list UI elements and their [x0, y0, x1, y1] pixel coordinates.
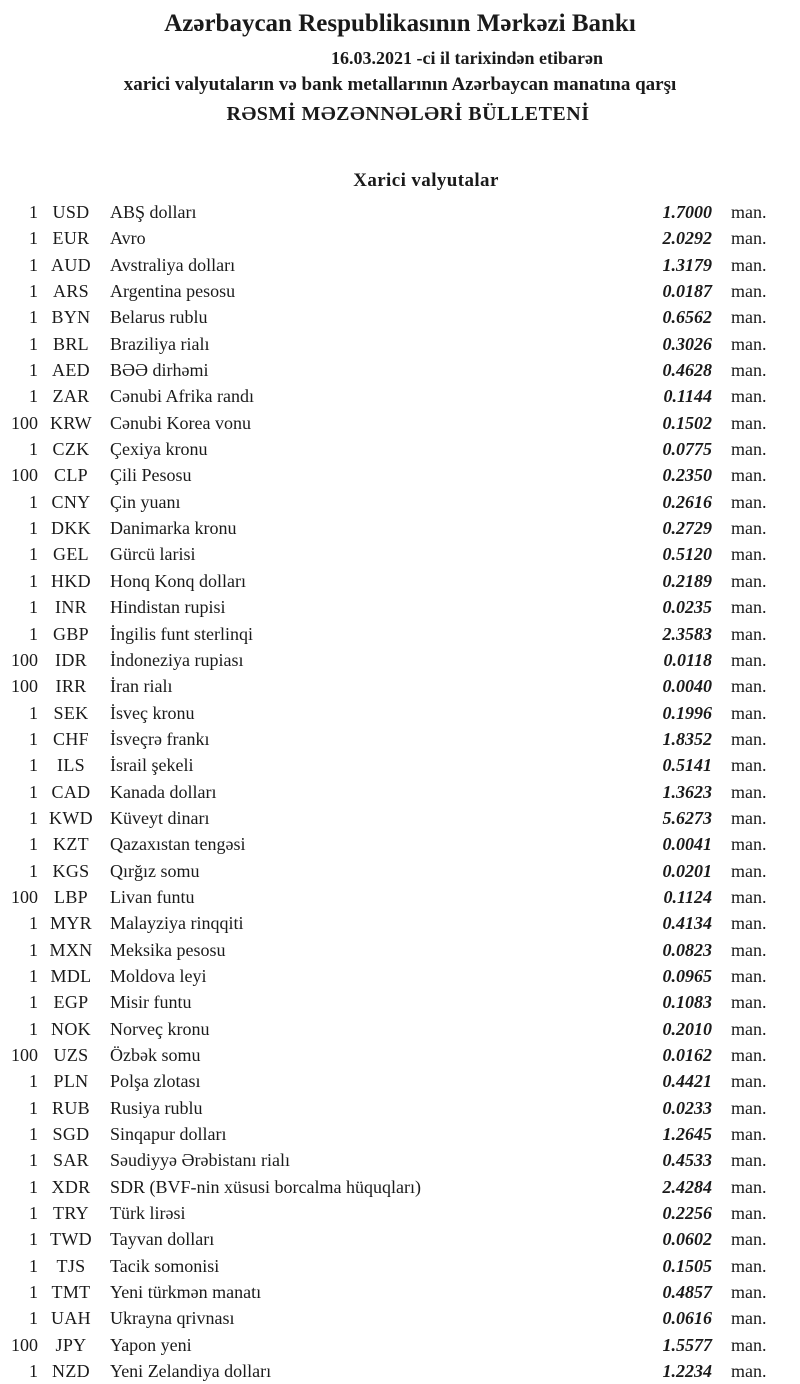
- rate-value-cell: 0.4628: [662, 360, 712, 381]
- currency-code-cell: KWD: [49, 807, 93, 828]
- unit-cell: man.: [731, 1176, 767, 1197]
- unit-cell: man.: [731, 1203, 767, 1224]
- currency-name-cell: Livan funtu: [110, 886, 195, 907]
- quantity-cell: 1: [29, 1255, 38, 1276]
- unit-cell: man.: [731, 597, 767, 618]
- currency-name-cell: BƏƏ dirhəmi: [110, 360, 209, 381]
- currency-code-cell: JPY: [55, 1334, 87, 1355]
- quantity-cell: 1: [29, 333, 38, 354]
- rate-row: [0, 1305, 800, 1331]
- rate-value-cell: 1.3623: [662, 781, 712, 802]
- rate-row: [0, 410, 800, 436]
- subject-line: xarici valyutaların və bank metallarının Azərbaycan manatına qarşı: [123, 74, 677, 95]
- rate-value-cell: 0.2189: [662, 570, 712, 591]
- rate-row: [0, 568, 800, 594]
- currency-code-cell: NOK: [51, 1018, 91, 1039]
- unit-cell: man.: [731, 412, 767, 433]
- quantity-cell: 100: [11, 676, 38, 697]
- currency-name-cell: SDR (BVF-nin xüsusi borcalma hüquqları): [110, 1176, 421, 1197]
- rate-value-cell: 0.4857: [662, 1282, 712, 1303]
- currency-name-cell: İngilis funt sterlinqi: [110, 623, 253, 644]
- rate-row: [0, 199, 800, 225]
- currency-code-cell: GBP: [53, 623, 89, 644]
- quantity-cell: 100: [11, 1045, 38, 1065]
- currency-name-cell: Yeni türkmən manatı: [110, 1282, 262, 1303]
- currency-code-cell: AUD: [51, 254, 91, 275]
- unit-cell: man.: [731, 254, 767, 275]
- unit-cell: man.: [731, 1150, 767, 1171]
- rate-row: [0, 462, 800, 488]
- currency-code-cell: SAR: [53, 1150, 89, 1171]
- unit-cell: man.: [731, 1308, 767, 1329]
- currency-code-cell: IDR: [55, 649, 87, 670]
- rate-row: [0, 884, 800, 910]
- currency-name-cell: Rusiya rublu: [110, 1097, 203, 1118]
- currency-code-cell: XDR: [51, 1176, 91, 1197]
- rate-value-cell: 0.1502: [662, 412, 712, 433]
- currency-code-cell: MXN: [49, 939, 93, 960]
- unit-cell: man.: [731, 281, 767, 302]
- currency-code-cell: BYN: [51, 307, 91, 328]
- rate-value-cell: 0.0616: [662, 1308, 712, 1329]
- rate-row: [0, 436, 800, 462]
- rate-value-cell: 0.0602: [662, 1229, 712, 1250]
- quantity-cell: 1: [29, 386, 38, 407]
- currency-code-cell: GEL: [53, 544, 89, 565]
- currency-code-cell: CAD: [51, 781, 91, 802]
- unit-cell: man.: [731, 834, 767, 855]
- unit-cell: man.: [731, 1361, 767, 1382]
- rate-row: [0, 1095, 800, 1121]
- unit-cell: man.: [731, 913, 767, 934]
- currency-code-cell: ARS: [53, 281, 89, 302]
- quantity-cell: 100: [11, 886, 38, 907]
- rate-value-cell: 0.4134: [662, 913, 712, 934]
- rate-value-cell: 0.2010: [662, 1018, 712, 1039]
- quantity-cell: 1: [29, 281, 38, 302]
- unit-cell: man.: [731, 386, 767, 407]
- rate-value-cell: 0.1083: [662, 992, 712, 1013]
- currency-code-cell: ZAR: [52, 386, 90, 407]
- currency-name-cell: Yapon yeni: [110, 1334, 192, 1355]
- currency-code-cell: IRR: [55, 676, 87, 697]
- rate-row: [0, 937, 800, 963]
- rate-row: [0, 647, 800, 673]
- quantity-cell: 1: [29, 491, 38, 512]
- quantity-cell: 1: [29, 1097, 38, 1118]
- unit-cell: man.: [731, 202, 767, 222]
- rate-row: [0, 489, 800, 515]
- currency-name-cell: Tacik somonisi: [110, 1255, 220, 1276]
- rate-value-cell: 0.1124: [663, 886, 712, 907]
- currency-code-cell: UAH: [51, 1308, 91, 1329]
- currency-name-cell: İsveç kronu: [110, 702, 195, 723]
- currency-name-cell: Braziliya rialı: [110, 333, 210, 354]
- unit-cell: man.: [731, 886, 767, 907]
- rate-row: [0, 515, 800, 541]
- rate-value-cell: 0.0965: [662, 965, 712, 986]
- rate-row: [0, 1016, 800, 1042]
- rate-value-cell: 1.2645: [662, 1124, 712, 1145]
- rate-row: [0, 779, 800, 805]
- currency-name-cell: Misir funtu: [110, 992, 192, 1013]
- quantity-cell: 1: [29, 807, 38, 828]
- currency-name-cell: Tayvan dolları: [110, 1229, 215, 1250]
- rate-value-cell: 1.3179: [662, 254, 712, 275]
- quantity-cell: 100: [11, 1334, 38, 1355]
- rate-value-cell: 0.3026: [662, 333, 712, 354]
- currency-name-cell: Polşa zlotası: [110, 1071, 201, 1092]
- currency-name-cell: Hindistan rupisi: [110, 597, 226, 618]
- rate-value-cell: 0.0233: [662, 1097, 712, 1118]
- currency-name-cell: Səudiyyə Ərəbistanı rialı: [110, 1150, 290, 1171]
- currency-code-cell: MYR: [50, 913, 92, 934]
- unit-cell: man.: [731, 807, 767, 828]
- rate-value-cell: 0.0041: [662, 834, 712, 855]
- rate-value-cell: 0.0823: [662, 939, 712, 960]
- unit-cell: man.: [731, 728, 767, 749]
- currency-name-cell: Çexiya kronu: [110, 439, 208, 460]
- quantity-cell: 1: [29, 913, 38, 934]
- unit-cell: man.: [731, 570, 767, 591]
- unit-cell: man.: [731, 1018, 767, 1039]
- unit-cell: man.: [731, 333, 767, 354]
- quantity-cell: 1: [29, 965, 38, 986]
- rate-row: [0, 752, 800, 778]
- unit-cell: man.: [731, 755, 767, 776]
- rate-value-cell: 1.8352: [662, 728, 712, 749]
- rate-row: [0, 910, 800, 936]
- rates-table: [0, 199, 800, 1384]
- quantity-cell: 1: [29, 360, 38, 381]
- rate-value-cell: 0.5141: [662, 755, 712, 776]
- rate-value-cell: 1.5577: [662, 1334, 712, 1355]
- currency-code-cell: EGP: [53, 992, 89, 1013]
- unit-cell: man.: [731, 676, 767, 697]
- quantity-cell: 1: [29, 1229, 38, 1250]
- rate-row: [0, 278, 800, 304]
- currency-code-cell: CZK: [52, 439, 90, 460]
- rate-value-cell: 0.1996: [662, 702, 712, 723]
- unit-cell: man.: [731, 544, 767, 565]
- effective-date-line: 16.03.2021 -ci il tarixindən etibarən: [331, 48, 603, 68]
- rate-value-cell: 0.0162: [662, 1045, 712, 1065]
- unit-cell: man.: [731, 702, 767, 723]
- rate-value-cell: 0.1505: [662, 1255, 712, 1276]
- currency-name-cell: Meksika pesosu: [110, 939, 226, 960]
- currency-code-cell: SEK: [53, 702, 89, 723]
- rate-value-cell: 0.6562: [662, 307, 712, 328]
- currency-name-cell: Küveyt dinarı: [110, 807, 210, 828]
- quantity-cell: 1: [29, 1282, 38, 1303]
- unit-cell: man.: [731, 1282, 767, 1303]
- quantity-cell: 1: [29, 202, 38, 222]
- quantity-cell: 100: [11, 412, 38, 433]
- unit-cell: man.: [731, 1124, 767, 1145]
- rate-row: [0, 726, 800, 752]
- rate-value-cell: 0.2729: [662, 518, 712, 539]
- quantity-cell: 1: [29, 597, 38, 618]
- currency-code-cell: KGS: [52, 860, 90, 881]
- rate-row: [0, 1042, 800, 1068]
- currency-name-cell: Gürcü larisi: [110, 544, 196, 565]
- currency-name-cell: Ukrayna qrivnası: [110, 1308, 235, 1329]
- rate-row: [0, 1253, 800, 1279]
- currency-name-cell: Yeni Zelandiya dolları: [110, 1361, 272, 1382]
- currency-code-cell: KRW: [50, 412, 92, 433]
- currency-code-cell: TRY: [53, 1203, 89, 1224]
- rate-value-cell: 0.0040: [662, 676, 712, 697]
- rate-row: [0, 963, 800, 989]
- quantity-cell: 1: [29, 623, 38, 644]
- currency-name-cell: İndoneziya rupiası: [110, 649, 244, 670]
- currency-name-cell: İran rialı: [110, 676, 173, 697]
- currency-name-cell: Özbək somu: [110, 1045, 201, 1065]
- unit-cell: man.: [731, 965, 767, 986]
- currency-name-cell: Türk lirəsi: [110, 1203, 186, 1224]
- rate-value-cell: 0.2616: [662, 491, 712, 512]
- rate-row: [0, 1147, 800, 1173]
- currency-code-cell: INR: [55, 597, 87, 618]
- quantity-cell: 1: [29, 860, 38, 881]
- rate-value-cell: 0.5120: [662, 544, 712, 565]
- rate-row: [0, 357, 800, 383]
- rate-value-cell: 0.0201: [662, 860, 712, 881]
- currency-name-cell: Çin yuanı: [110, 491, 181, 512]
- currency-code-cell: CLP: [54, 465, 88, 486]
- unit-cell: man.: [731, 518, 767, 539]
- rate-row: [0, 831, 800, 857]
- currency-code-cell: USD: [52, 202, 90, 222]
- rate-value-cell: 2.4284: [662, 1176, 712, 1197]
- currency-name-cell: Danimarka kronu: [110, 518, 237, 539]
- rate-row: [0, 225, 800, 251]
- currency-code-cell: TMT: [51, 1282, 91, 1303]
- quantity-cell: 1: [29, 518, 38, 539]
- currency-code-cell: DKK: [51, 518, 91, 539]
- rate-row: [0, 304, 800, 330]
- quantity-cell: 1: [29, 1150, 38, 1171]
- currency-code-cell: RUB: [52, 1097, 90, 1118]
- rate-value-cell: 0.2350: [662, 465, 712, 486]
- quantity-cell: 1: [29, 1124, 38, 1145]
- quantity-cell: 1: [29, 307, 38, 328]
- rate-row: [0, 1226, 800, 1252]
- currency-code-cell: MDL: [50, 965, 92, 986]
- unit-cell: man.: [731, 992, 767, 1013]
- unit-cell: man.: [731, 1097, 767, 1118]
- unit-cell: man.: [731, 623, 767, 644]
- rate-row: [0, 1358, 800, 1384]
- rate-row: [0, 383, 800, 409]
- rate-value-cell: 0.0775: [662, 439, 712, 460]
- currency-name-cell: Moldova leyi: [110, 965, 207, 986]
- quantity-cell: 1: [29, 1018, 38, 1039]
- quantity-cell: 1: [29, 228, 38, 249]
- rate-value-cell: 0.0235: [662, 597, 712, 618]
- unit-cell: man.: [731, 860, 767, 881]
- rate-row: [0, 594, 800, 620]
- unit-cell: man.: [731, 781, 767, 802]
- quantity-cell: 100: [11, 649, 38, 670]
- bulletin-title: RƏSMİ MƏZƏNNƏLƏRİ BÜLLETENİ: [226, 103, 590, 125]
- rate-value-cell: 0.0118: [663, 649, 712, 670]
- unit-cell: man.: [731, 228, 767, 249]
- unit-cell: man.: [731, 1045, 767, 1065]
- currency-code-cell: CHF: [53, 728, 89, 749]
- currency-name-cell: İsrail şekeli: [110, 755, 194, 776]
- section-title: Xarici valyutalar: [353, 170, 499, 191]
- bank-title: Azərbaycan Respublikasının Mərkəzi Bankı: [164, 10, 636, 37]
- quantity-cell: 1: [29, 939, 38, 960]
- currency-name-cell: Sinqapur dolları: [110, 1124, 227, 1145]
- quantity-cell: 1: [29, 702, 38, 723]
- rate-value-cell: 0.4533: [662, 1150, 712, 1171]
- currency-code-cell: KZT: [53, 834, 89, 855]
- currency-name-cell: Avstraliya dolları: [110, 254, 236, 275]
- unit-cell: man.: [731, 1334, 767, 1355]
- rate-row: [0, 1174, 800, 1200]
- quantity-cell: 1: [29, 1176, 38, 1197]
- currency-code-cell: UZS: [53, 1045, 89, 1065]
- currency-code-cell: PLN: [53, 1071, 89, 1092]
- currency-code-cell: BRL: [53, 333, 89, 354]
- rate-value-cell: 1.7000: [662, 202, 712, 222]
- currency-code-cell: EUR: [52, 228, 90, 249]
- rate-row: [0, 1121, 800, 1147]
- quantity-cell: 1: [29, 1308, 38, 1329]
- quantity-cell: 1: [29, 728, 38, 749]
- quantity-cell: 100: [11, 465, 38, 486]
- quantity-cell: 1: [29, 570, 38, 591]
- unit-cell: man.: [731, 465, 767, 486]
- currency-name-cell: Norveç kronu: [110, 1018, 210, 1039]
- rate-row: [0, 858, 800, 884]
- currency-name-cell: Belarus rublu: [110, 307, 208, 328]
- rate-value-cell: 2.3583: [662, 623, 712, 644]
- currency-name-cell: Qırğız somu: [110, 860, 200, 881]
- currency-name-cell: Cənubi Afrika randı: [110, 386, 254, 407]
- currency-code-cell: HKD: [51, 570, 91, 591]
- unit-cell: man.: [731, 360, 767, 381]
- rate-row: [0, 1332, 800, 1358]
- currency-code-cell: LBP: [54, 886, 88, 907]
- unit-cell: man.: [731, 1255, 767, 1276]
- unit-cell: man.: [731, 1229, 767, 1250]
- rate-row: [0, 331, 800, 357]
- rate-row: [0, 1068, 800, 1094]
- currency-code-cell: TJS: [56, 1255, 86, 1276]
- unit-cell: man.: [731, 439, 767, 460]
- currency-name-cell: Kanada dolları: [110, 781, 217, 802]
- currency-name-cell: Çili Pesosu: [110, 465, 192, 486]
- rate-row: [0, 621, 800, 647]
- quantity-cell: 1: [29, 439, 38, 460]
- currency-code-cell: AED: [52, 360, 90, 381]
- currency-name-cell: Cənubi Korea vonu: [110, 412, 251, 433]
- rate-row: [0, 805, 800, 831]
- rate-value-cell: 2.0292: [662, 228, 712, 249]
- currency-name-cell: İsveçrə frankı: [110, 728, 210, 749]
- quantity-cell: 1: [29, 254, 38, 275]
- rate-value-cell: 5.6273: [662, 807, 712, 828]
- quantity-cell: 1: [29, 1071, 38, 1092]
- currency-name-cell: Avro: [110, 228, 146, 249]
- quantity-cell: 1: [29, 781, 38, 802]
- currency-code-cell: TWD: [50, 1229, 92, 1250]
- quantity-cell: 1: [29, 1361, 38, 1382]
- currency-name-cell: Malayziya rinqqiti: [110, 913, 244, 934]
- unit-cell: man.: [731, 939, 767, 960]
- rate-value-cell: 0.1144: [663, 386, 712, 407]
- quantity-cell: 1: [29, 544, 38, 565]
- currency-name-cell: Honq Konq dolları: [110, 570, 246, 591]
- rate-row: [0, 989, 800, 1015]
- rate-row: [0, 1279, 800, 1305]
- rate-value-cell: 0.2256: [662, 1203, 712, 1224]
- quantity-cell: 1: [29, 992, 38, 1013]
- unit-cell: man.: [731, 491, 767, 512]
- unit-cell: man.: [731, 1071, 767, 1092]
- quantity-cell: 1: [29, 755, 38, 776]
- rate-row: [0, 1200, 800, 1226]
- quantity-cell: 1: [29, 1203, 38, 1224]
- currency-name-cell: Qazaxıstan tengəsi: [110, 834, 246, 855]
- currency-code-cell: CNY: [51, 491, 91, 512]
- currency-name-cell: Argentina pesosu: [110, 281, 236, 302]
- rate-row: [0, 700, 800, 726]
- quantity-cell: 1: [29, 834, 38, 855]
- rate-row: [0, 252, 800, 278]
- currency-name-cell: ABŞ dolları: [110, 202, 197, 222]
- currency-code-cell: SGD: [52, 1124, 90, 1145]
- rate-value-cell: 1.2234: [662, 1361, 712, 1382]
- currency-code-cell: NZD: [52, 1361, 90, 1382]
- rate-row: [0, 541, 800, 567]
- currency-code-cell: ILS: [57, 755, 85, 776]
- rate-value-cell: 0.0187: [662, 281, 712, 302]
- rate-value-cell: 0.4421: [662, 1071, 712, 1092]
- unit-cell: man.: [731, 307, 767, 328]
- rate-row: [0, 673, 800, 699]
- unit-cell: man.: [731, 649, 767, 670]
